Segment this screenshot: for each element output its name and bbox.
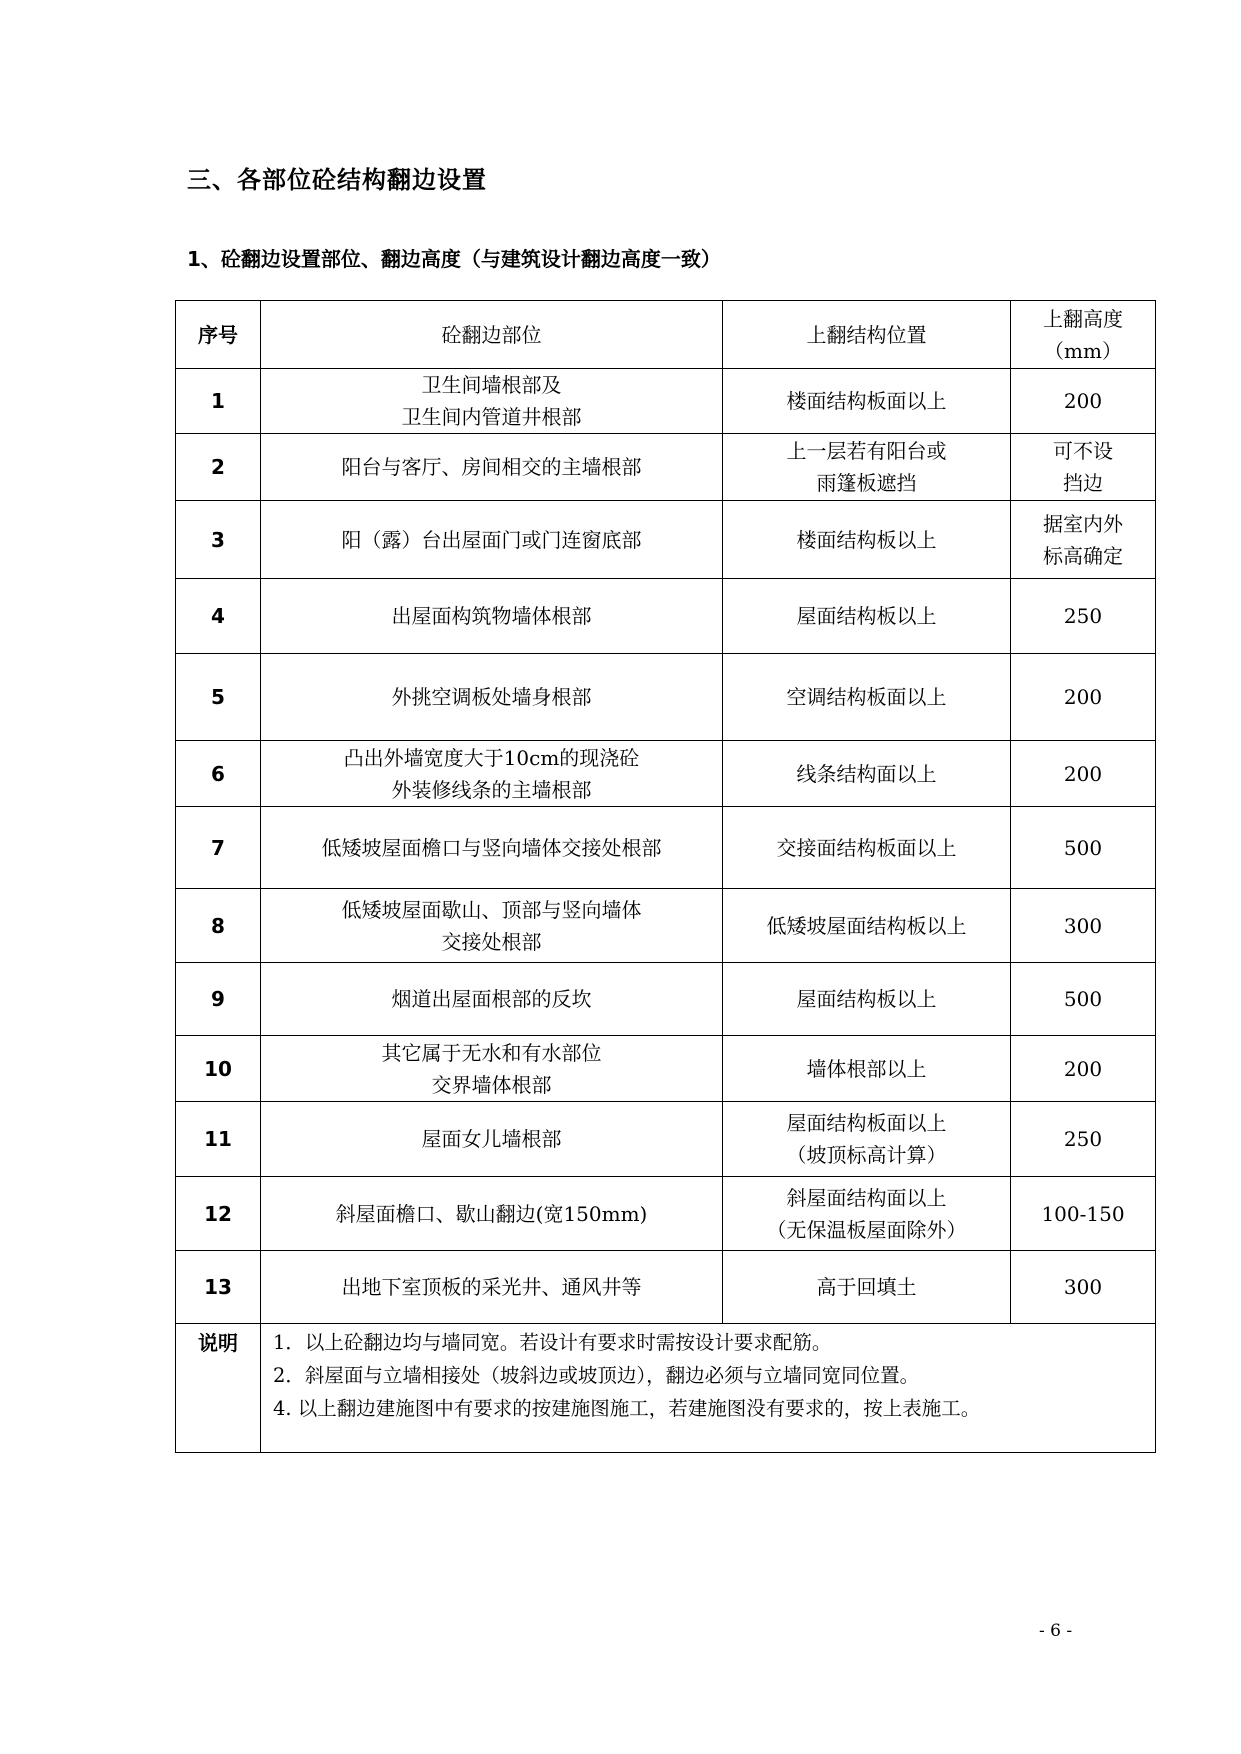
row-height: 500: [1011, 807, 1156, 889]
section-heading: 三、各部位砼结构翻边设置: [187, 166, 487, 194]
row-no: 2: [176, 434, 261, 501]
page-number: - 6 -: [1039, 1621, 1073, 1641]
row-position: 斜屋面结构面以上 （无保温板屋面除外）: [723, 1177, 1011, 1251]
table-row: [176, 434, 1156, 501]
row-height: 可不设 挡边: [1011, 434, 1156, 501]
row-location: 低矮坡屋面檐口与竖向墙体交接处根部: [261, 807, 723, 889]
row-height: 据室内外 标高确定: [1011, 501, 1156, 579]
row-position: 低矮坡屋面结构板以上: [723, 889, 1011, 963]
header-position: 上翻结构位置: [723, 301, 1011, 369]
row-location: 出地下室顶板的采光井、通风井等: [261, 1251, 723, 1324]
row-location: 低矮坡屋面歇山、顶部与竖向墙体 交接处根部: [261, 889, 723, 963]
row-position: 楼面结构板面以上: [723, 369, 1011, 434]
row-height: 200: [1011, 1036, 1156, 1102]
table-row: [176, 1177, 1156, 1251]
table-row: [176, 579, 1156, 654]
row-no: 8: [176, 889, 261, 963]
row-position: 屋面结构板面以上 （坡顶标高计算）: [723, 1102, 1011, 1177]
row-position: 屋面结构板以上: [723, 963, 1011, 1036]
row-position: 高于回填土: [723, 1251, 1011, 1324]
header-location: 砼翻边部位: [261, 301, 723, 369]
notes-row: [176, 1324, 1156, 1453]
row-location: 其它属于无水和有水部位 交界墙体根部: [261, 1036, 723, 1102]
row-position: 线条结构面以上: [723, 741, 1011, 807]
header-no: 序号: [176, 301, 261, 369]
table-row: [176, 1251, 1156, 1324]
row-no: 12: [176, 1177, 261, 1251]
row-location: 出屋面构筑物墙体根部: [261, 579, 723, 654]
row-position: 楼面结构板以上: [723, 501, 1011, 579]
row-no: 13: [176, 1251, 261, 1324]
row-height: 300: [1011, 889, 1156, 963]
row-location: 烟道出屋面根部的反坎: [261, 963, 723, 1036]
row-height: 500: [1011, 963, 1156, 1036]
row-location: 阳台与客厅、房间相交的主墙根部: [261, 434, 723, 501]
table-row: [176, 889, 1156, 963]
row-location: 卫生间墙根部及 卫生间内管道井根部: [261, 369, 723, 434]
table-row: [176, 963, 1156, 1036]
table-row: [176, 741, 1156, 807]
row-no: 3: [176, 501, 261, 579]
row-no: 5: [176, 654, 261, 741]
table-row: [176, 1102, 1156, 1177]
row-height: 100-150: [1011, 1177, 1156, 1251]
row-location: 外挑空调板处墙身根部: [261, 654, 723, 741]
note-item: 2．斜屋面与立墙相接处（坡斜边或坡顶边），翻边必须与立墙同宽同位置。: [273, 1364, 920, 1387]
row-no: 6: [176, 741, 261, 807]
row-position: 交接面结构板面以上: [723, 807, 1011, 889]
upturn-settings-table: [175, 300, 1156, 1453]
table-row: [176, 501, 1156, 579]
table-row: [176, 369, 1156, 434]
row-position: 墙体根部以上: [723, 1036, 1011, 1102]
note-item: 4. 以上翻边建施图中有要求的按建施图施工，若建施图没有要求的，按上表施工。: [273, 1397, 981, 1420]
row-height: 200: [1011, 741, 1156, 807]
notes-label: 说明: [176, 1324, 261, 1453]
note-item: 1．以上砼翻边均与墙同宽。若设计有要求时需按设计要求配筋。: [273, 1331, 832, 1354]
table-row: [176, 807, 1156, 889]
row-no: 7: [176, 807, 261, 889]
row-position: 屋面结构板以上: [723, 579, 1011, 654]
table-row: [176, 654, 1156, 741]
subsection-heading: 1、砼翻边设置部位、翻边高度（与建筑设计翻边高度一致）: [187, 247, 721, 271]
notes-cell: [261, 1324, 1156, 1453]
row-no: 11: [176, 1102, 261, 1177]
table-row: [176, 1036, 1156, 1102]
row-location: 阳（露）台出屋面门或门连窗底部: [261, 501, 723, 579]
row-height: 200: [1011, 654, 1156, 741]
row-position: 上一层若有阳台或 雨篷板遮挡: [723, 434, 1011, 501]
row-location: 屋面女儿墙根部: [261, 1102, 723, 1177]
row-no: 1: [176, 369, 261, 434]
row-height: 300: [1011, 1251, 1156, 1324]
header-height: 上翻高度 （mm）: [1011, 301, 1156, 369]
row-location: 斜屋面檐口、歇山翻边(宽150mm): [261, 1177, 723, 1251]
row-no: 4: [176, 579, 261, 654]
row-no: 10: [176, 1036, 261, 1102]
row-height: 200: [1011, 369, 1156, 434]
row-height: 250: [1011, 579, 1156, 654]
row-location: 凸出外墙宽度大于10cm的现浇砼 外装修线条的主墙根部: [261, 741, 723, 807]
row-height: 250: [1011, 1102, 1156, 1177]
row-position: 空调结构板面以上: [723, 654, 1011, 741]
row-no: 9: [176, 963, 261, 1036]
table-header-row: [176, 301, 1156, 369]
